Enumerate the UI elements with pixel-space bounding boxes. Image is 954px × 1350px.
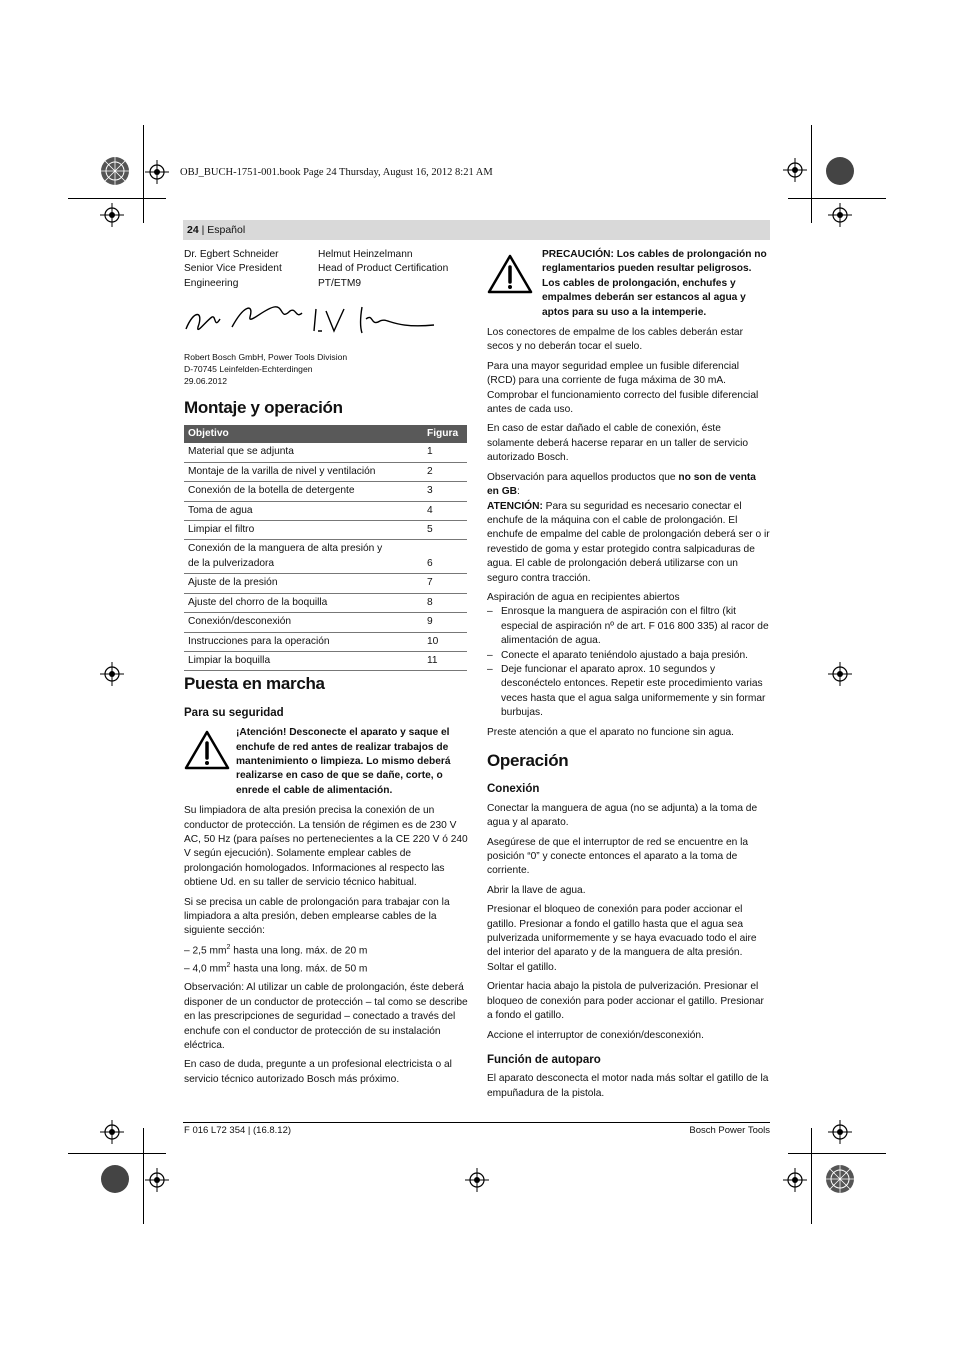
table-cell: 10 <box>423 632 467 651</box>
table-cell: Montaje de la varilla de nivel y ventilación <box>184 462 423 481</box>
signatory-dept: Engineering <box>184 277 239 289</box>
page-header-bar <box>183 220 770 240</box>
signatory-right <box>318 248 448 291</box>
table-row <box>184 462 467 481</box>
table-cell: 5 <box>423 521 467 540</box>
signatory-role: Head of Product Certification <box>318 263 449 275</box>
subsection-title-seguridad: Para su seguridad <box>184 706 284 719</box>
table-row <box>184 501 467 520</box>
subsection-title-autoparo: Función de autoparo <box>487 1053 601 1066</box>
registration-mark-icon <box>100 156 130 186</box>
table-cell: Limpiar la boquilla <box>184 651 423 670</box>
crosshair-icon <box>100 662 124 686</box>
crosshair-icon <box>145 1168 169 1192</box>
section-title-montaje: Montaje y operación <box>184 397 343 417</box>
spec-text: hasta una long. máx. de 20 m <box>230 945 368 957</box>
paragraph: Abrir la llave de agua. <box>487 884 586 896</box>
section-language: Español <box>207 224 246 236</box>
table-cell: 9 <box>423 613 467 632</box>
table-cell: Conexión de la manguera de alta presión y de la pulverizadora <box>184 540 423 574</box>
paragraph: Su limpiadora de alta presión precisa la conexión de un conductor de protección. La tensión de régimen es de 230 V AC, 50 Hz (para países no pertenecientes a la CE 220 V ó 240 V según ejecución). Solamente emplear cables de prolongación homologados. Informaciones al respecto las obtiene Ud. en su taller de servicio técnico habitual. <box>184 805 468 889</box>
list-item: – Enrosque la manguera de aspiración con el filtro (kit especial de aspiración nº de art. F 016 800 335) al racor de alimentación de agua. <box>487 605 770 648</box>
table-cell: 7 <box>423 574 467 593</box>
paragraph: En caso de estar dañado el cable de conexión, éste solamente deberá hacerse reparar en un taller de servicio autorizado Bosch. <box>487 423 749 464</box>
crosshair-icon <box>145 160 169 184</box>
crop-mark <box>68 1153 166 1154</box>
crop-mark <box>788 198 886 199</box>
table-row <box>184 613 467 632</box>
paragraph: Conectar la manguera de agua (no se adjunta) a la toma de agua y al aparato. <box>487 802 758 829</box>
paragraph: Si se precisa un cable de prolongación para trabajar con la limpiadora a alta presión, deben emplearse cables de la siguiente sección: <box>184 896 450 937</box>
table-row <box>184 651 467 670</box>
address-date: 29.06.2012 <box>184 375 228 386</box>
signatories <box>184 248 468 291</box>
warning-icon-wrap <box>184 726 236 798</box>
table-cell: 11 <box>423 651 467 670</box>
table-cell: Ajuste del chorro de la boquilla <box>184 593 423 612</box>
table-header: Objetivo <box>184 425 423 443</box>
text-bold: ATENCIÓN: <box>487 500 543 512</box>
paragraph <box>487 471 770 500</box>
paragraph: Preste atención a que el aparato no funcione sin agua. <box>487 726 734 738</box>
table-row <box>184 540 467 574</box>
paragraph: Aspiración de agua en recipientes abiertos <box>487 591 680 603</box>
crop-mark <box>788 1153 886 1154</box>
text-span: Para su seguridad es necesario conectar el enchufe de la máquina con el cable de prolongación. El enchufe de empalme del cable de prolongación deberá ser o ir revestido de goma y estar protegido contra salpicaduras de agua. El cable de prolongación deberá utilizarse con un seguro contra tracción. <box>487 500 770 584</box>
handwritten-signature-icon <box>184 299 444 341</box>
crosshair-icon <box>828 662 852 686</box>
table-header: Figura <box>423 425 467 443</box>
registration-mark-icon <box>825 156 855 186</box>
table-cell: Limpiar el filtro <box>184 521 423 540</box>
table-row <box>184 443 467 462</box>
crop-mark <box>143 125 144 223</box>
cable-spec-line <box>184 941 468 959</box>
spec-text: – 2,5 mm <box>184 945 227 957</box>
paragraph: En caso de duda, pregunte a un profesional electricista o al servicio técnico autorizado Bosch más próximo. <box>184 1059 452 1085</box>
signatory-dept: PT/ETM9 <box>318 277 362 289</box>
text-span: : <box>517 486 520 498</box>
instruction-list <box>487 605 770 720</box>
list-item: – Conecte el aparato teniéndolo ajustado a baja presión. <box>487 649 770 663</box>
paragraph: Observación: Al utilizar un cable de prolongación, éste deberá disponer de un conductor de protección – tal como se describe en las prescripciones de seguridad – conectado a través del enchufe con el conductor de protección de su instalación eléctrica. <box>184 982 468 1052</box>
superscript: 2 <box>226 961 231 969</box>
footer-rule <box>183 1122 770 1123</box>
spec-text: hasta una long. máx. de 50 m <box>230 963 368 974</box>
cable-spec-line <box>184 959 468 977</box>
table-header-row <box>184 425 467 443</box>
table-cell: Material que se adjunta <box>184 443 423 462</box>
section-title-puesta: Puesta en marcha <box>184 674 325 694</box>
warning-block <box>487 248 770 320</box>
table-cell: Ajuste de la presión <box>184 574 423 593</box>
text-bold: no son de venta en GB <box>487 471 756 498</box>
table-row <box>184 574 467 593</box>
table-cell: Toma de agua <box>184 501 423 520</box>
text-span: Observación para aquellos productos que <box>487 471 679 483</box>
table-cell: Conexión de la botella de detergente <box>184 482 423 501</box>
paragraph: Accione el interruptor de conexión/desconexión. <box>487 1029 704 1041</box>
signatory-role: Senior Vice President <box>184 263 282 275</box>
table-row <box>184 632 467 651</box>
spec-text: – 4,0 mm <box>184 963 227 974</box>
address-line: Robert Bosch GmbH, Power Tools Division <box>184 351 348 362</box>
registration-mark-icon <box>825 1164 855 1194</box>
warning-text: ¡Atención! Desconecte el aparato y saque el enchufe de red antes de realizar trabajos de mantenimiento o limpieza. Lo mismo deberá realizarse en caso de que se dañe, corte, o enrede el cable de alimentación. <box>236 727 451 796</box>
table-cell: 1 <box>423 443 467 462</box>
crosshair-icon <box>100 203 124 227</box>
address-block <box>184 351 468 387</box>
table-cell: 3 <box>423 482 467 501</box>
warning-triangle-icon <box>487 254 533 294</box>
table-row <box>184 482 467 501</box>
paragraph: Asegúrese de que el interruptor de red se encuentre en la posición “0” y conecte entonces el aparato a la toma de corriente. <box>487 836 749 877</box>
crosshair-icon <box>828 203 852 227</box>
warning-block <box>184 726 468 798</box>
paragraph: Orientar hacia abajo la pistola de pulverización. Presionar el bloqueo de conexión para poder accionar el gatillo. Presionar a fondo el gatillo. <box>487 981 764 1022</box>
footer-left: F 016 L72 354 | (16.8.12) <box>184 1125 292 1136</box>
table-cell: Conexión/desconexión <box>184 613 423 632</box>
table-cell: Instrucciones para la operación <box>184 632 423 651</box>
table-row <box>184 593 467 612</box>
table-cell: 4 <box>423 501 467 520</box>
signatory-name: Dr. Egbert Schneider <box>184 249 279 260</box>
crop-mark <box>143 1128 144 1224</box>
crosshair-icon <box>783 1168 807 1192</box>
signatory-name: Helmut Heinzelmann <box>318 249 413 260</box>
list-item: – Deje funcionar el aparato aprox. 10 segundos y desconéctelo entonces. Repetir este procedimiento varias veces hasta que el agua salga uniformemente y sin formar burbujas. <box>487 663 770 721</box>
left-column <box>184 248 468 1092</box>
table-cell: 6 <box>423 540 467 574</box>
section-title-operacion: Operación <box>487 751 569 770</box>
crop-mark <box>68 198 166 199</box>
signatory-left <box>184 248 318 291</box>
page-number: 24 <box>187 224 199 236</box>
address-line: D-70745 Leinfelden-Echterdingen <box>184 363 313 374</box>
table-cell: 2 <box>423 462 467 481</box>
warning-text: PRECAUCIÓN: Los cables de prolongación no reglamentarios pueden resultar peligrosos. Los cables de prolongación, enchufes y empalmes deberán ser estancos al agua y aptos para su uso a la intemperie. <box>542 249 767 318</box>
paragraph <box>487 500 770 586</box>
crop-mark <box>811 125 812 223</box>
paragraph: Los conectores de empalme de los cables deberán estar secos y no deberán tocar el suelo. <box>487 327 743 353</box>
print-slug: OBJ_BUCH-1751-001.book Page 24 Thursday, August 16, 2012 8:21 AM <box>180 167 493 178</box>
crop-mark <box>811 1128 812 1224</box>
crosshair-icon <box>465 1168 489 1192</box>
subsection-title-conexion: Conexión <box>487 783 540 796</box>
superscript: 2 <box>226 943 231 951</box>
crosshair-icon <box>828 1120 852 1144</box>
table-cell: 8 <box>423 593 467 612</box>
paragraph: Presionar el bloqueo de conexión para poder accionar el gatillo. Presionar a fondo el gatillo hasta que el agua sea pulverizada uniformemente y se haya evacuado todo el aire del interior del aparato y de la manguera de alta presión. Soltar el gatillo. <box>487 904 757 973</box>
warning-icon-wrap <box>487 248 542 320</box>
crosshair-icon <box>100 1120 124 1144</box>
table-row <box>184 521 467 540</box>
crosshair-icon <box>783 158 807 182</box>
paragraph: El aparato desconecta el motor nada más soltar el gatillo de la empuñadura de la pistola. <box>487 1073 769 1099</box>
warning-triangle-icon <box>184 730 230 770</box>
registration-mark-icon <box>100 1164 130 1194</box>
paragraph: Para una mayor seguridad emplee un fusible diferencial (RCD) para una corriente de fuga máxima de 30 mA. Comprobar el funcionamiento correcto del fusible diferencial antes de cada uso. <box>487 360 759 416</box>
right-column <box>487 248 770 1106</box>
objectives-table <box>184 425 467 671</box>
footer-right: Bosch Power Tools <box>689 1125 770 1136</box>
page-header: 24 | Español <box>187 224 246 236</box>
